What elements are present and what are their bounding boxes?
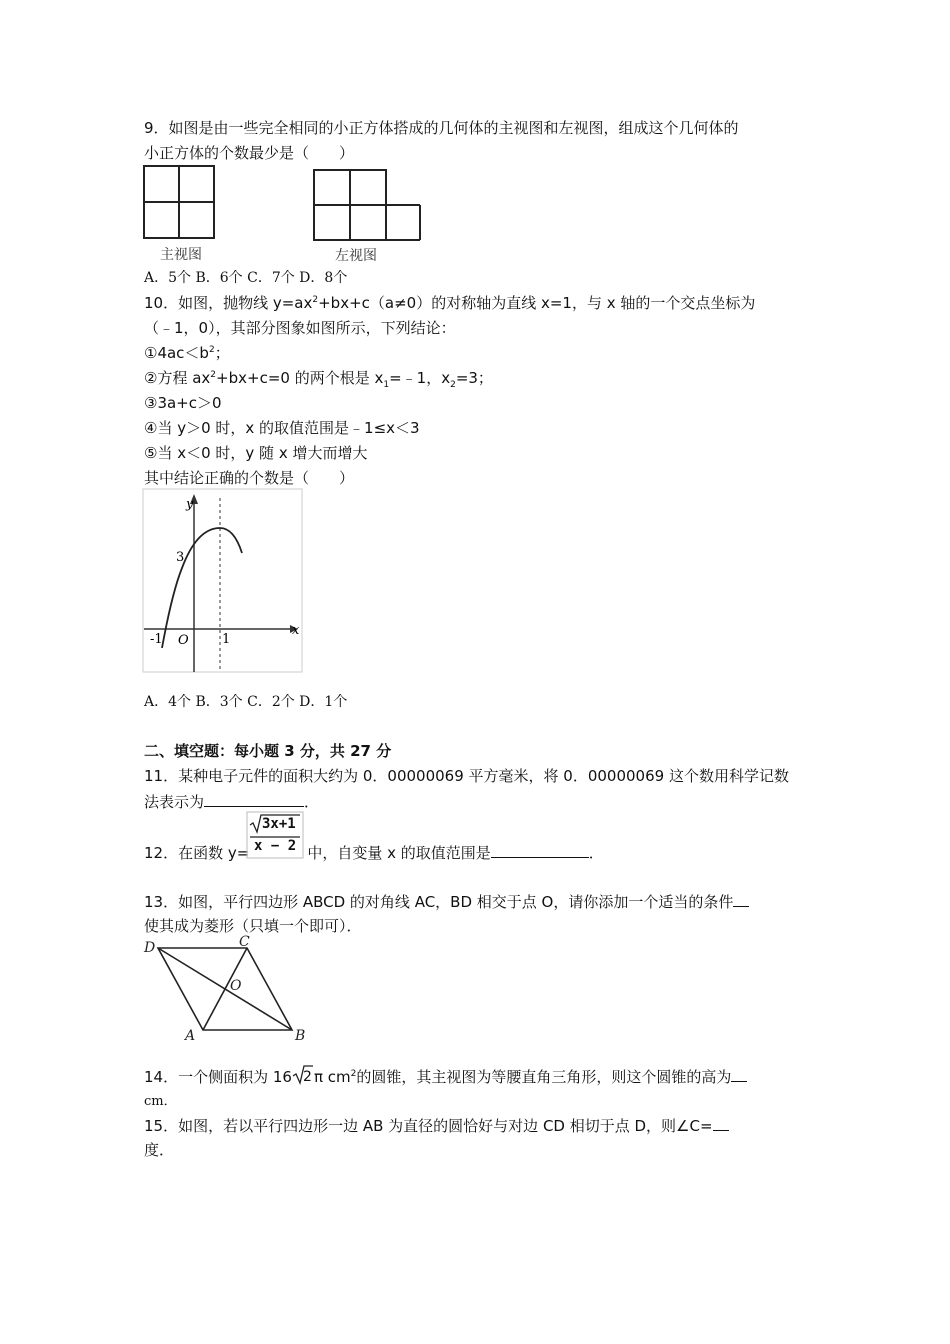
q15-text-line1: 15．如图，若以平行四边形一边 AB 为直径的圆恰好与对边 CD 相切于点 D，则∠C= <box>144 1115 729 1136</box>
label-O: O <box>230 978 242 994</box>
q10-parabola-graph <box>142 488 304 674</box>
q10-conclusion-1: $①4ac<b^2$； <box>144 344 230 362</box>
q14-answer-blank[interactable] <box>731 1066 747 1082</box>
q15-text-line2: 度． <box>144 1141 175 1159</box>
q12-answer-blank[interactable] <box>491 842 589 858</box>
label-C: C <box>239 934 250 950</box>
q9-options: A．5个 B．6个 C．7个 D．8个 <box>144 270 348 286</box>
q9-text-line2: 小正方体的个数最少是（ ） <box>144 144 355 162</box>
q10-conclusion-2: ②方程 $ax^2+bx+c=0$ 的两个根是 $x_1=﹣1$，$x_2=3$； <box>144 369 493 390</box>
label-B: B <box>295 1028 306 1044</box>
tick-3: 3 <box>176 550 185 565</box>
tick-neg1: -1 <box>150 632 163 647</box>
y-label: y <box>186 497 194 512</box>
section2-title: 二、填空题：每小题 3 分，共 27 分 <box>144 742 392 760</box>
q11-text-line1: 11．某种电子元件的面积大约为 0．00000069 平方毫米，将 0．00000069 这个数用科学记数 <box>144 767 789 785</box>
q10-conclusion-5: ⑤当 x＜0 时，y 随 x 增大而增大 <box>144 444 368 462</box>
q13-answer-blank[interactable] <box>733 891 749 907</box>
q11-text-line2: 法表示为 ． <box>144 793 320 811</box>
label-A: A <box>185 1028 196 1044</box>
parabola-curve <box>162 528 242 648</box>
q14-sqrt: 2 <box>292 1066 314 1086</box>
tick-1: 1 <box>222 632 231 647</box>
label-D: D <box>144 940 156 956</box>
q15-answer-blank[interactable] <box>713 1115 729 1131</box>
q10-conclusion-4: ④当 y＞0 时，x 的取值范围是﹣1≤x＜3 <box>144 419 420 437</box>
front-view-grid <box>144 166 214 238</box>
q9-text-line1: 9．如图是由一些完全相同的小正方体搭成的几何体的主视图和左视图，组成这个几何体的 <box>144 119 739 137</box>
q10-text-line2: （﹣1，0），其部分图象如图所示，下列结论： <box>144 319 456 337</box>
q13-parallelogram-figure <box>140 934 320 1046</box>
front-view-caption: 主视图 <box>160 247 202 263</box>
q14-text-line1: 14．一个侧面积为 16 2 π $cm^2$的圆锥，其主视图为等腰直角三角形，则这个圆锥的高为 <box>144 1066 747 1087</box>
q13-text-line1: 13．如图，平行四边形 ABCD 的对角线 AC，BD 相交于点 O，请你添加一个适当的条件 <box>144 891 749 912</box>
origin-label: O <box>178 633 189 648</box>
q12-fraction <box>246 811 304 859</box>
left-view-grid <box>314 170 420 240</box>
q12-denominator: x − 2 <box>254 838 297 854</box>
q10-options: A．4个 B．3个 C．2个 D．1个 <box>144 694 348 710</box>
q12-numerator: 3x+1 <box>262 816 296 832</box>
q13-text-line2: 使其成为菱形（只填一个即可）． <box>144 917 362 935</box>
left-view-caption: 左视图 <box>335 248 377 264</box>
q14-text-line2: cm． <box>144 1094 177 1109</box>
q10-conclusion-3: ③3a+c＞0 <box>144 394 222 412</box>
q10-text-line1: 10．如图，抛物线 $y=ax^2+bx+c(a\ne 0)$的对称轴为直线 x=1，与 x 轴的一个交点坐标为 <box>144 294 756 312</box>
q12-text: 12．在函数 y= 中，自变量 x 的取值范围是 ． <box>144 844 604 862</box>
x-label: x <box>292 623 300 638</box>
q11-answer-blank[interactable] <box>204 791 304 807</box>
q10-question: 其中结论正确的个数是（ ） <box>144 469 355 487</box>
